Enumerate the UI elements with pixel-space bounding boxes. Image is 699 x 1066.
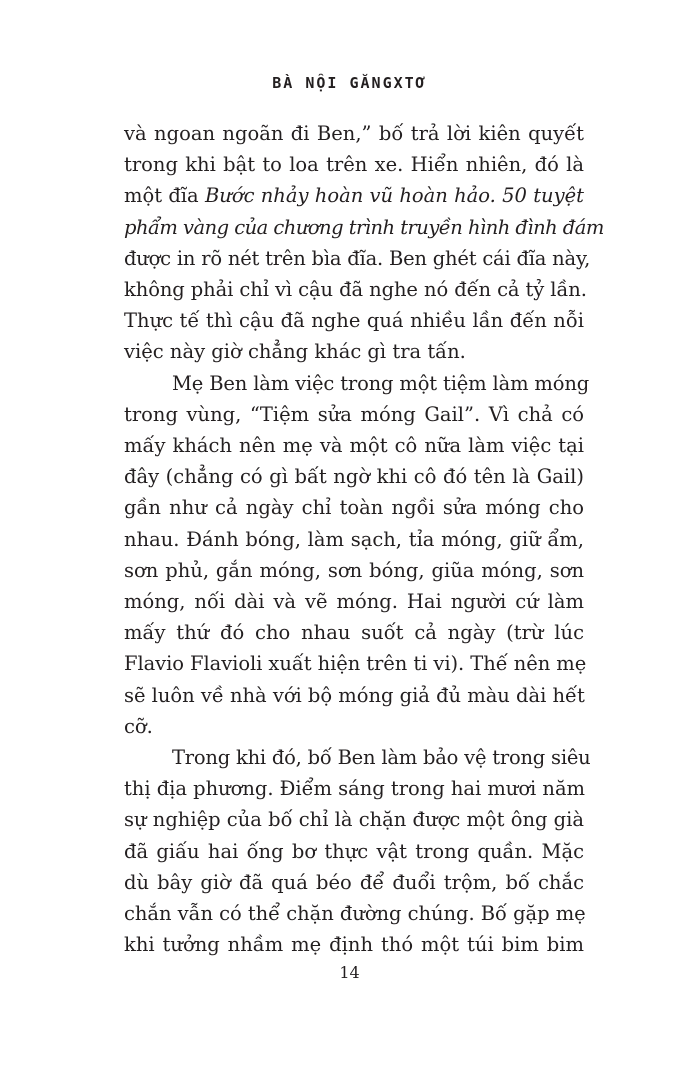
text-line: việc này giờ chẳng khác gì tra tấn. <box>124 340 466 364</box>
running-head: BÀ NỘI GĂNGXTƠ <box>272 74 427 92</box>
text-line: khi tưởng nhầm mẹ định thó một túi bim bim <box>124 933 584 957</box>
text-line: trong vùng, “Tiệm sửa móng Gail”. Vì chả có <box>124 402 584 426</box>
text-line: đã giấu hai ống bơ thực vật trong quần. Mặc <box>124 839 584 863</box>
text-line: Trong khi đó, bố Ben làm bảo vệ trong siêu <box>172 746 591 770</box>
text-line: phẩm vàng của chương trình truyền hình đình đám <box>124 215 604 239</box>
text-line: mấy khách nên mẹ và một cô nữa làm việc tại <box>124 434 584 458</box>
text-line: gần như cả ngày chỉ toàn ngồi sửa móng cho <box>124 496 584 520</box>
paragraph <box>124 368 590 742</box>
text-line: đây (chẳng có gì bất ngờ khi cô đó tên là Gail) <box>124 465 584 489</box>
paragraph <box>124 118 604 368</box>
text-line: dù bây giờ đã quá béo để đuổi trộm, bố chắc <box>124 870 584 894</box>
text-line: sẽ luôn về nhà với bộ móng giả đủ màu dài hết <box>124 683 585 707</box>
text-line: Thực tế thì cậu đã nghe quá nhiều lần đến nỗi <box>124 309 584 333</box>
text-line: Mẹ Ben làm việc trong một tiệm làm móng <box>172 371 590 395</box>
page-number: 14 <box>339 963 360 982</box>
text-line: thị địa phương. Điểm sáng trong hai mươi năm <box>124 777 585 801</box>
text-line: sơn phủ, gắn móng, sơn bóng, giũa móng, sơn <box>124 558 584 582</box>
text-line: cỡ. <box>124 714 153 738</box>
text-line: mấy thứ đó cho nhau suốt cả ngày (trừ lúc <box>124 621 584 645</box>
text-line: được in rõ nét trên bìa đĩa. Ben ghét cái đĩa này, <box>124 246 591 270</box>
text-line: nhau. Đánh bóng, làm sạch, tỉa móng, giữ ẩm, <box>124 527 584 551</box>
text-line: Flavio Flavioli xuất hiện trên ti vi). Thế nên mẹ <box>124 652 587 676</box>
text-line: sự nghiệp của bố chỉ là chặn được một ông già <box>124 808 585 832</box>
text-line: chắn vẫn có thể chặn đường chúng. Bố gặp mẹ <box>124 902 586 926</box>
text-line: không phải chỉ vì cậu đã nghe nó đến cả tỷ lần. <box>124 278 587 302</box>
text-line <box>124 180 584 211</box>
text-line: móng, nối dài và vẽ móng. Hai người cứ làm <box>124 590 584 614</box>
text-segment: một đĩa <box>124 184 205 208</box>
italic-title: Bước nhảy hoàn vũ hoàn hảo. 50 tuyệt <box>204 184 584 208</box>
body-text <box>124 118 604 960</box>
text-line: trong khi bật to loa trên xe. Hiển nhiên, đó là <box>124 153 584 177</box>
text-line: và ngoan ngoãn đi Ben,” bố trả lời kiên quyết <box>124 122 584 145</box>
paragraph <box>124 742 591 960</box>
